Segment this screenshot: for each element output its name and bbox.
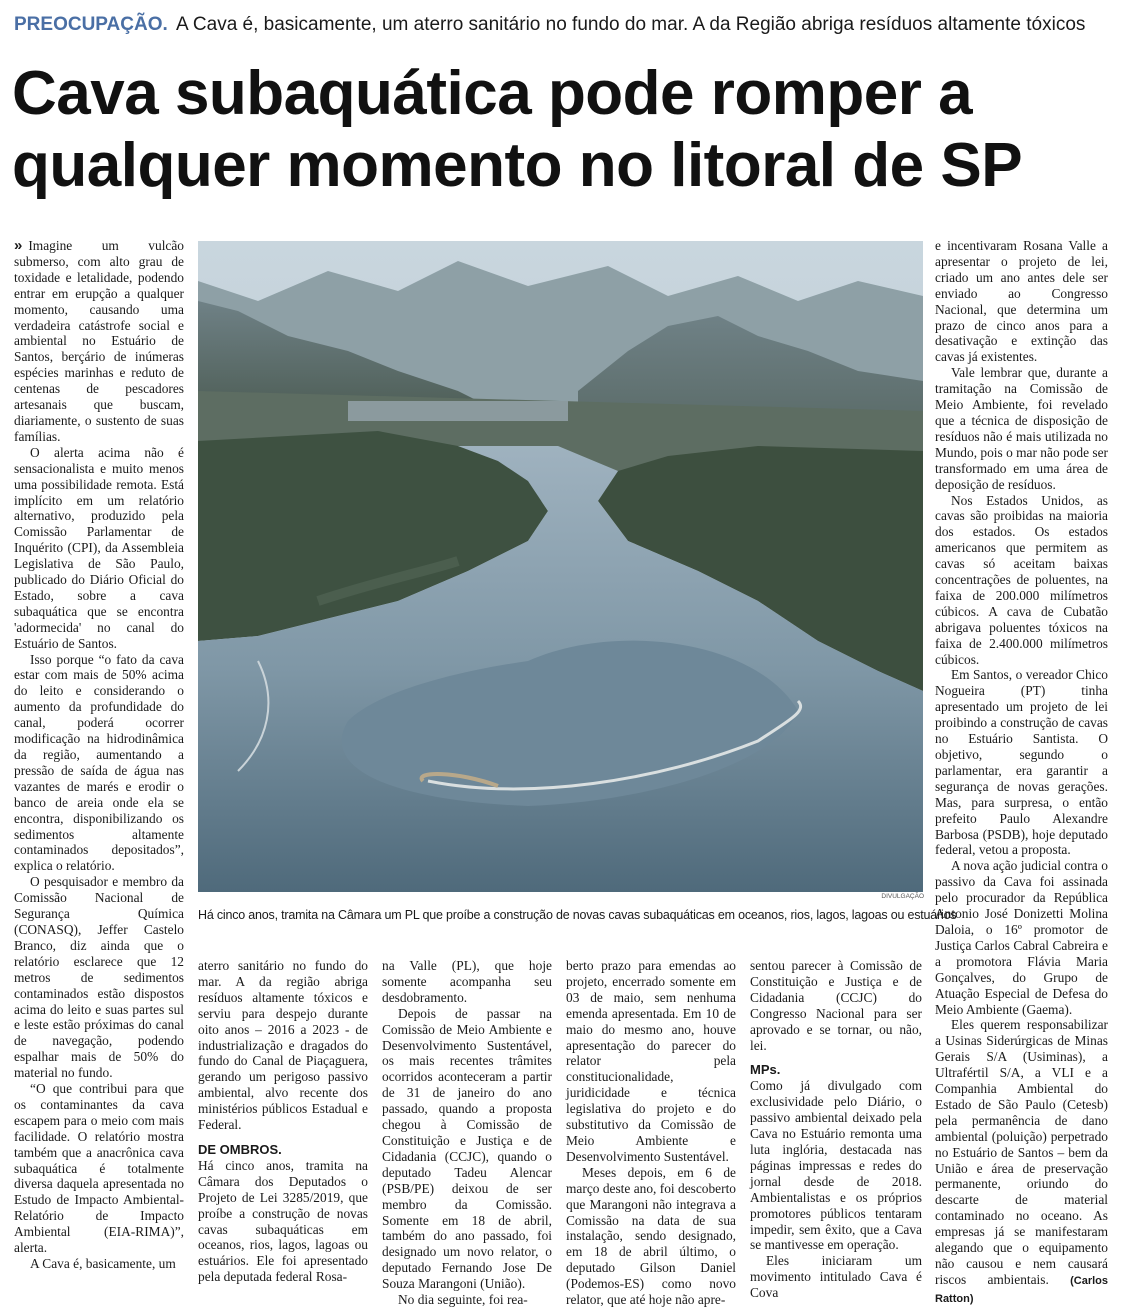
subhead-de-ombros: DE OMBROS.: [198, 1141, 282, 1157]
paragraph: Depois de passar na Comissão de Meio Ambiente e Desenvolvimento Sustentável, os mais recentes trâmites ocorridos aconteceram a partir de 31 de janeiro do ano passado, quando a proposta chegou à Comissão de Constituição e Justiça e de Cidadania (CCJC), quando o deputado Tadeu Alencar (PSB/PE) deixou de ser membro da Comissão. Somente em 18 de abril, também do ano passado, foi designado um novo relator, o deputado Fernando Jose De Souza Marangoni (União).: [382, 1005, 552, 1292]
paragraph: O pesquisador e membro da Comissão Nacional de Segurança Química (CONASQ), Jeffer Castelo Branco, diz ainda que o relatório esclarece que 12 metros de sedimentos contaminados estão dispostos acima do leito e suas partes sul e leste estão próximas do canal de navegação, podendo espalhar mais de 50% do material no fundo.: [14, 874, 184, 1081]
lead-paragraph: » Imagine um vulcão submerso, com alto grau de toxidade e letalidade, podendo entrar em erupção a qualquer momento, causando uma verdadeira catástrofe social e ambiental no Estuário de Santos, berçário de inúmeras espécies marinhas e reduto de centenas de pescadores artesanais que buscam, diariamente, o sustento de suas famílias.: [14, 237, 184, 444]
article-column-2: [198, 958, 368, 1288]
photo-caption: Há cinco anos, tramita na Câmara um PL que proíbe a construção de novas cavas subaquáticas em oceanos, rios, lagos, lagoas ou estuários: [198, 908, 957, 922]
lead-marker-icon: »: [14, 237, 23, 254]
paragraph: Vale lembrar que, durante a tramitação na Comissão de Meio Ambiente, foi revelado que a técnica de disposição de resíduos não é mais utilizada no Mundo, pois o mar não pode ser transformado em uma área de deposição de resíduos.: [935, 365, 1108, 492]
paragraph: No dia seguinte, foi rea-: [398, 1292, 528, 1308]
paragraph: O alerta acima não é sensacionalista e muito menos uma possibilidade remota. Está implícito em um relatório alternativo, produzido pela Comissão Parlamentar de Inquérito (CPI), da Assembleia Legislativa de São Paulo, publicado do Diário Oficial do Estado, sobre a cava subaquática que se encontra 'adormecida' no canal do Estuário de Santos.: [14, 444, 184, 651]
headline-line-2: qualquer momento no litoral de SP: [12, 131, 1023, 200]
paragraph: e incentivaram Rosana Valle a apresentar o projeto de lei, criado um ano antes dele ser enviado ao Congresso Nacional, que determina um prazo de cinco anos para a desativação e extinção das cavas já existentes.: [935, 238, 1108, 365]
paragraph: “O que contribui para que os contaminantes da cava escapem para o meio com mais facilidade. O relatório mostra também que a anacrônica cava subaquática é totalmente diversa daquela apresentada no Estudo de Impacto Ambiental-Relatório de Impacto Ambiental (EIA-RIMA)”, alerta.: [14, 1081, 184, 1256]
paragraph: Em Santos, o vereador Chico Nogueira (PT) tinha apresentado um projeto de lei proibindo a construção de cavas no Estuário Santista. O objetivo, segundo o parlamentar, era garantir a segurança de novas gerações. Mas, para surpresa, o então prefeito Paulo Alexandre Barbosa (PSDB), hoje deputado federal, vetou a proposta.: [935, 667, 1108, 858]
article-column-3: [382, 958, 552, 1308]
paragraph: Como já divulgado com exclusividade pelo Diário, o passivo ambiental deixado pela Cava no Estuário remonta uma luta inglória, destacada nas páginas impressas e redes do jornal desde de 2018. Ambientalistas e os próprios promotores públicos tentaram impedir, sem êxito, que a Cava se mantivesse em operação.: [750, 1078, 922, 1253]
subhead-mps: MPs.: [750, 1062, 781, 1078]
paragraph: Eles iniciaram um movimento intitulado Cava é Cova: [750, 1253, 922, 1301]
kicker-text: A Cava é, basicamente, um aterro sanitário no fundo do mar. A da Região abriga resíduos altamente tóxicos: [176, 14, 1086, 35]
article-column-5: [750, 958, 922, 1301]
paragraph: Há cinco anos, tramita na Câmara dos Deputados o Projeto de Lei 3285/2019, que proíbe a construção de novas cavas subaquáticas em oceanos, rios, lagos, lagoas ou estuários. Ele foi apresentado pela deputada federal Rosa-: [198, 1157, 368, 1285]
kicker: [14, 12, 1114, 38]
paragraph: Nos Estados Unidos, as cavas são proibidas na maioria dos estados. Os estados americanos que permitem as cavas só aceitam baixas concentrações de poluentes, na faixa de 200.000 milímetros cúbicos. A cava de Cubatão abrigava poluentes tóxicos na faixa de 2.400.000 milímetros cúbicos.: [935, 492, 1108, 667]
paragraph: aterro sanitário no fundo do mar. A da região abriga resíduos altamente tóxicos e serviu para despejo durante oito anos – 2016 a 2023 - de industrialização e dragados do fundo do Canal de Piaçaguera, gerando um perigoso passivo ambiental, alvo recente dos ministérios públicos Estadual e Federal.: [198, 958, 368, 1133]
paragraph: sentou parecer à Comissão de Constituição e Justiça e de Cidadania (CCJC) do Congresso Nacional para ser aprovado e se tornar, ou não, lei.: [750, 958, 922, 1053]
paragraph: berto prazo para emendas ao projeto, encerrado somente em 03 de maio, sem nenhuma emenda apresentada. Em 10 de maio do mesmo ano, houve apresentação do parecer do relator pela constitucionalidade, juridicidade e técnica legislativa do projeto e do substitutivo da Comissão de Meio Ambiente e Desenvolvimento Sustentável.: [566, 958, 736, 1164]
headline: [12, 58, 1117, 202]
paragraph: A Cava é, basicamente, um: [30, 1256, 176, 1271]
article-column-4: [566, 958, 736, 1308]
estuary-photo: [198, 241, 923, 892]
paragraph: na Valle (PL), que hoje somente acompanha seu desdobramento.: [382, 958, 552, 1005]
byline: (Carlos Ratton): [935, 1274, 1108, 1305]
paragraph: Meses depois, em 6 de março deste ano, foi descoberto que Marangoni não integrava a Comissão na data de sua instalação, sendo designado, em 18 de abril último, o deputado Gilson Daniel (Podemos-ES) como novo relator, que até hoje não apre-: [566, 1164, 736, 1308]
headline-line-1: Cava subaquática pode romper a: [12, 59, 973, 128]
paragraph: Eles querem responsabilizar a Usinas Siderúrgicas de Minas Gerais S/A (Usiminas), a Ultrafértil S/A, a VLI e a Companhia Ambiental do Estado de São Paulo (Cetesb) pela permanência de dano ambiental (poluição) perpetrado no Estuário de Santos – bem da União e área de preservação permanente, oriundo do descarte de material contaminado no oceano. As empresas já se manifestaram alegando que o equipamento não causou e nem causará riscos ambientais. (Carlos Ratton): [935, 1017, 1108, 1305]
paragraph: A nova ação judicial contra o passivo da Cava foi assinada pelo procurador da República Antonio José Donizetti Molina Daloia, o 16º promotor de Justiça Carlos Cabral Cabreira e a promotora Flávia Maria Gonçalves, do Grupo de Atuação Especial de Defesa do Meio Ambiente (Gaema).: [935, 858, 1108, 1017]
paragraph: Isso porque “o fato da cava estar com mais de 50% acima do leito e considerando o aumento da profundidade do canal, poderá ocorrer modificação na hidrodinâmica da região, aumentando a pressão de saída de água nas vazantes de marés e erodir o banco de areia onde ela se encontra, disponibilizando os sedimentos altamente contaminados depositados”, explica o relatório.: [14, 651, 184, 874]
article-column-6: [935, 238, 1108, 1305]
kicker-label: PREOCUPAÇÃO.: [14, 14, 168, 35]
article-column-1: [14, 238, 184, 1288]
photo-credit: DIVULGAÇÃO: [881, 893, 924, 900]
